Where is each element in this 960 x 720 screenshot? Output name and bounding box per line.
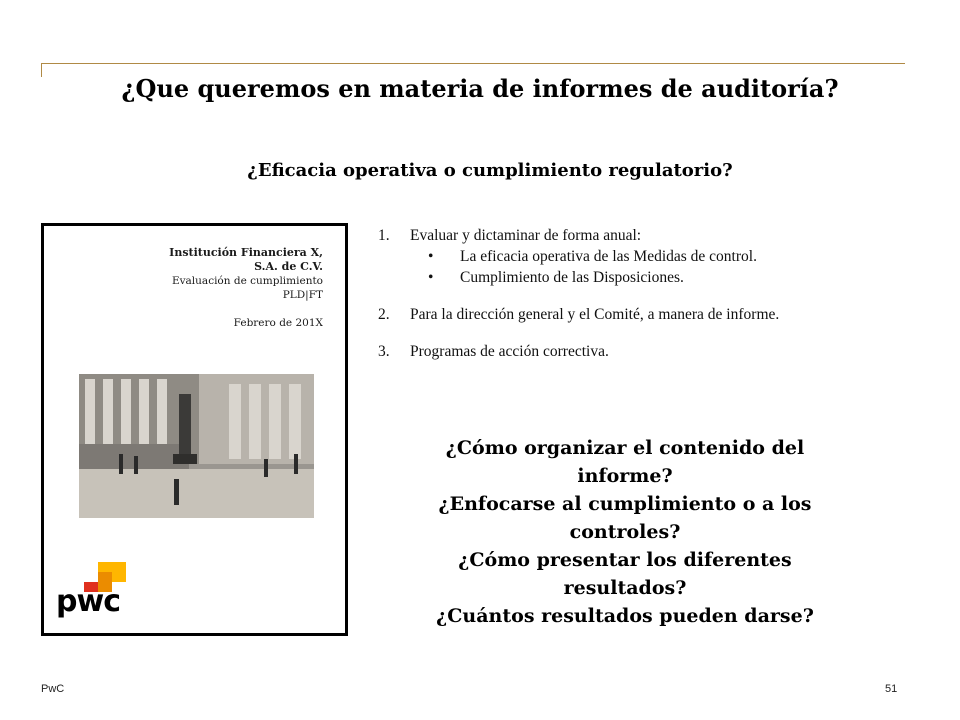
list-text: Programas de acción correctiva.: [410, 343, 609, 360]
requirements-list: [372, 225, 932, 362]
slide-subtitle: ¿Eficacia operativa o cumplimiento regulatorio?: [247, 160, 733, 181]
cover-line-2: S.A. de C.V.: [254, 260, 323, 273]
list-number: 1.: [378, 227, 390, 244]
cover-text: [73, 246, 323, 330]
pwc-logo: [54, 560, 134, 620]
cover-date: Febrero de 201X: [233, 317, 323, 329]
page-number: 51: [885, 683, 898, 695]
questions-block: [420, 434, 830, 630]
question-2a: ¿Enfocarse al cumplimiento o a los: [438, 493, 812, 515]
list-number: 3.: [378, 343, 390, 360]
header-rule: [41, 63, 905, 64]
question-1a: ¿Cómo organizar el contenido del: [445, 437, 805, 459]
question-3a: ¿Cómo presentar los diferentes: [458, 549, 792, 571]
list-number: 2.: [378, 306, 390, 323]
question-4: ¿Cuántos resultados pueden darse?: [436, 605, 814, 627]
footer-brand: PwC: [41, 683, 65, 695]
list-text: Evaluar y dictaminar de forma anual:: [410, 227, 642, 244]
cover-line-1: Institución Financiera X,: [169, 246, 323, 259]
list-text: Para la dirección general y el Comité, a manera de informe.: [410, 306, 780, 323]
bullet-icon: •: [428, 248, 434, 265]
cover-line-3: Evaluación de cumplimiento: [171, 275, 323, 287]
list-item-2: [372, 304, 932, 325]
question-2b: controles?: [569, 521, 681, 543]
list-item-3: [372, 341, 932, 362]
bullet-text: La eficacia operativa de las Medidas de control.: [460, 248, 757, 265]
bullet-icon: •: [428, 269, 434, 286]
list-item-1: [372, 225, 932, 246]
slide-title: ¿Que queremos en materia de informes de auditoría?: [121, 74, 839, 103]
building-photo-icon: [79, 374, 314, 518]
bullet-item: [372, 246, 932, 267]
cover-line-4: PLD|FT: [282, 289, 323, 301]
pwc-logo-text: pwc: [56, 584, 120, 619]
report-cover: [41, 223, 348, 636]
bullet-item: [372, 267, 932, 288]
bullet-text: Cumplimiento de las Disposiciones.: [460, 269, 684, 286]
question-1b: informe?: [577, 465, 673, 487]
question-3b: resultados?: [563, 577, 687, 599]
